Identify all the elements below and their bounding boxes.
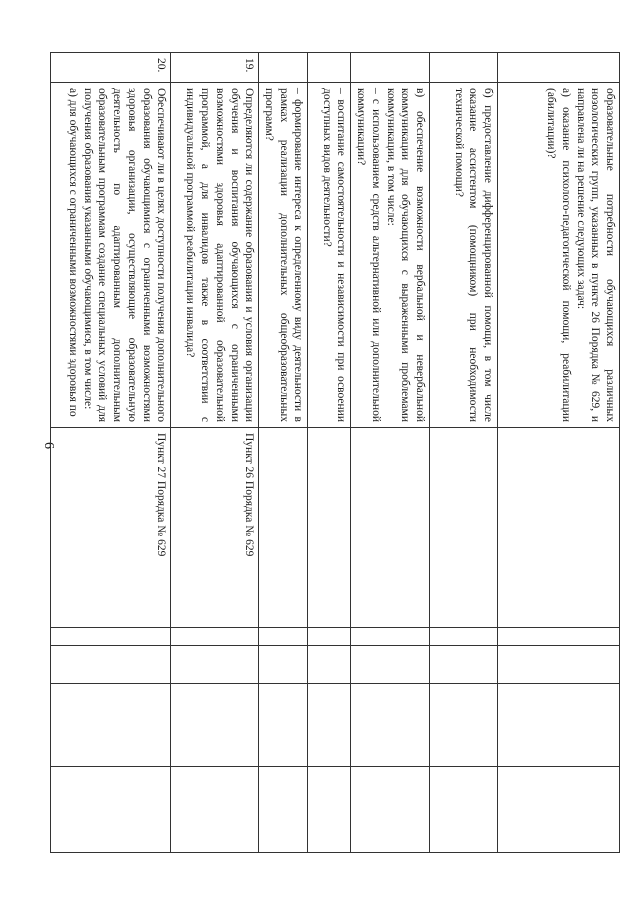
answer-yes-cell <box>498 628 620 646</box>
row-number-cell <box>171 53 259 83</box>
table-row <box>498 53 620 853</box>
page-number: 6 <box>41 442 56 449</box>
answer-na-cell <box>171 684 259 767</box>
question-cell-text: – воспитание самостоятельности и независимости при освоении доступных видов деятельности? <box>320 88 348 422</box>
question-cell-text: в) обеспечение возможности вербальной и невербальной коммуникации для обучающихся с выраженными проблемами коммуникации, в том числе: – с использованием средств альтернативной или дополнительной коммуникации? <box>355 88 426 422</box>
table-row <box>308 53 351 853</box>
row-number-cell-text: 19. <box>243 58 256 73</box>
comment-cell <box>308 767 351 853</box>
question-cell <box>308 83 351 428</box>
legal-basis-cell <box>308 428 351 628</box>
comment-cell <box>351 767 430 853</box>
row-number-cell <box>498 53 620 83</box>
question-cell <box>430 83 498 428</box>
row-number-cell <box>308 53 351 83</box>
answer-yes-cell <box>259 628 308 646</box>
row-number-cell-text: 20. <box>155 58 168 73</box>
legal-basis-cell <box>51 428 171 628</box>
legal-basis-cell <box>430 428 498 628</box>
comment-cell <box>51 767 171 853</box>
question-cell-text: – формирование интереса к определенному виду деятельности в рамках реализации дополнительных общеобразовательных программ? <box>262 88 305 422</box>
row-number-cell <box>259 53 308 83</box>
row-number-cell <box>430 53 498 83</box>
table-row <box>171 53 259 853</box>
comment-cell <box>498 767 620 853</box>
answer-na-cell <box>498 684 620 767</box>
answer-yes-cell <box>51 628 171 646</box>
question-cell <box>259 83 308 428</box>
answer-yes-cell <box>308 628 351 646</box>
answer-na-cell <box>308 684 351 767</box>
comment-cell <box>171 767 259 853</box>
answer-na-cell <box>351 684 430 767</box>
question-cell <box>498 83 620 428</box>
question-cell-text: Определяются ли содержание образования и условия организации обучения и воспитания обучающихся с ограниченными возможностями здоровья адаптированной образовательной программой, а для инвалидов также в соответствии с индивидуальной программой реабилитации инвалида? <box>184 88 256 422</box>
question-cell-text: образовательные потребности обучающихся различных нозологических групп, указанных в пункте 26 Порядка № 629, и направлена ли на решение следующих задач: а) оказание психолого-педагогической помощи, реабилитации (абилитации)? <box>545 88 616 422</box>
answer-no-cell <box>171 646 259 684</box>
legal-basis-cell <box>259 428 308 628</box>
answer-no-cell <box>51 646 171 684</box>
rotated-table-container <box>66 52 620 852</box>
answer-no-cell <box>498 646 620 684</box>
table-row <box>430 53 498 853</box>
legal-basis-cell <box>171 428 259 628</box>
legal-basis-cell-text: Пункт 27 Порядка № 629 <box>155 433 168 557</box>
answer-na-cell <box>259 684 308 767</box>
table-row <box>351 53 430 853</box>
answer-na-cell <box>430 684 498 767</box>
answer-yes-cell <box>430 628 498 646</box>
answer-no-cell <box>430 646 498 684</box>
answer-yes-cell <box>351 628 430 646</box>
legal-basis-cell <box>498 428 620 628</box>
answer-na-cell <box>51 684 171 767</box>
answer-no-cell <box>351 646 430 684</box>
checklist-table <box>50 52 620 853</box>
answer-yes-cell <box>171 628 259 646</box>
question-cell <box>351 83 430 428</box>
table-body <box>51 53 620 853</box>
question-cell-text: Обеспечивают ли в целях доступности получения дополнительного образования обучающимися с ограниченными возможностями здоровья организации, осуществляющие образовательную деятельность по адаптированным дополнительным образовательным программам создание специальных условий для получения образования указанными обучающимися, в том числе: а) для обучающихся с ограниченными возможностями здоровья по <box>66 88 168 422</box>
row-number-cell <box>351 53 430 83</box>
answer-no-cell <box>308 646 351 684</box>
question-cell <box>51 83 171 428</box>
row-number-cell <box>51 53 171 83</box>
comment-cell <box>430 767 498 853</box>
answer-no-cell <box>259 646 308 684</box>
table-row <box>259 53 308 853</box>
comment-cell <box>259 767 308 853</box>
legal-basis-cell-text: Пункт 26 Порядка № 629 <box>243 433 256 557</box>
question-cell <box>171 83 259 428</box>
table-row <box>51 53 171 853</box>
legal-basis-cell <box>351 428 430 628</box>
question-cell-text: б) предоставление дифференцированной помощи, в том числе оказание ассистентом (помощником) при необходимости технической помощи? <box>452 88 494 422</box>
